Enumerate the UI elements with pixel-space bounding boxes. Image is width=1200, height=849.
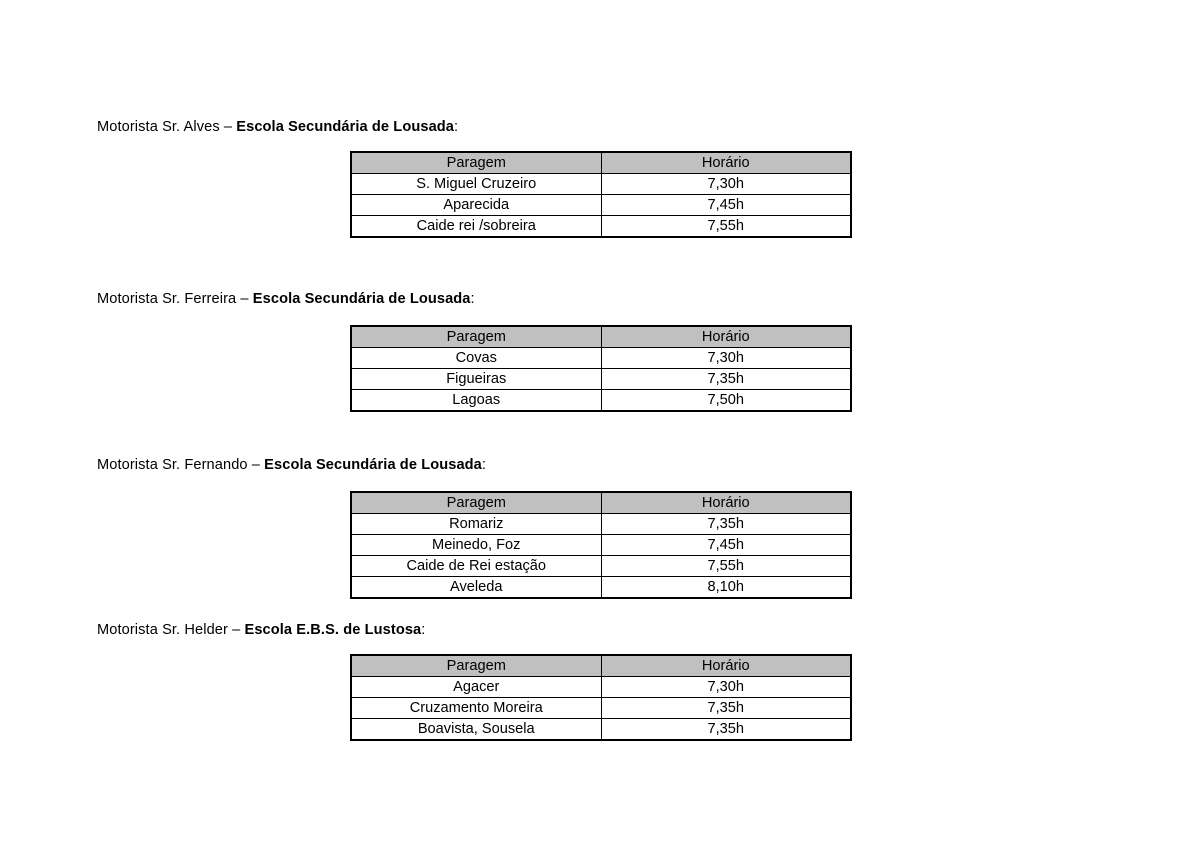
table-header-row (351, 655, 851, 677)
column-header-time: Horário (601, 326, 851, 348)
table-row (351, 535, 851, 556)
table-row (351, 369, 851, 390)
school-name: Escola E.B.S. de Lustosa (244, 622, 422, 638)
cell-time: 7,30h (601, 174, 851, 195)
table-row (351, 174, 851, 195)
table-row (351, 556, 851, 577)
schedule-table (350, 491, 852, 599)
cell-stop: Cruzamento Moreira (351, 698, 601, 719)
heading-colon: : (454, 119, 459, 135)
cell-stop: Covas (351, 348, 601, 369)
table-row (351, 390, 851, 412)
cell-time: 7,35h (601, 698, 851, 719)
table-row (351, 216, 851, 238)
table-row (351, 577, 851, 599)
cell-time: 7,35h (601, 719, 851, 741)
cell-stop: Agacer (351, 677, 601, 698)
section-heading (97, 621, 1200, 640)
schedule-table (350, 151, 852, 238)
cell-time: 7,45h (601, 195, 851, 216)
cell-time: 7,45h (601, 535, 851, 556)
column-header-time: Horário (601, 492, 851, 514)
driver-section (0, 118, 1200, 238)
cell-time: 7,35h (601, 514, 851, 535)
cell-stop: Meinedo, Foz (351, 535, 601, 556)
driver-label: Motorista Sr. Ferreira (97, 291, 237, 307)
cell-time: 7,35h (601, 369, 851, 390)
table-header-row (351, 326, 851, 348)
column-header-stop: Paragem (351, 152, 601, 174)
table-row (351, 698, 851, 719)
cell-stop: S. Miguel Cruzeiro (351, 174, 601, 195)
cell-stop: Aveleda (351, 577, 601, 599)
column-header-stop: Paragem (351, 326, 601, 348)
driver-label: Motorista Sr. Helder (97, 622, 228, 638)
school-name: Escola Secundária de Lousada (264, 457, 482, 473)
cell-stop: Figueiras (351, 369, 601, 390)
column-header-stop: Paragem (351, 492, 601, 514)
table-row (351, 719, 851, 741)
schedule-table-wrapper (350, 325, 850, 412)
school-name: Escola Secundária de Lousada (252, 291, 471, 307)
driver-label: Motorista Sr. Fernando (97, 457, 248, 473)
schedule-table-wrapper (350, 151, 850, 238)
school-name: Escola Secundária de Lousada (236, 119, 455, 135)
cell-stop: Lagoas (351, 390, 601, 412)
heading-dash: – (251, 457, 261, 473)
schedule-table (350, 325, 852, 412)
heading-dash: – (223, 119, 233, 135)
cell-stop: Caide rei /sobreira (351, 216, 601, 238)
cell-time: 7,55h (601, 216, 851, 238)
heading-colon: : (470, 291, 475, 307)
table-header-row (351, 152, 851, 174)
heading-dash: – (232, 622, 241, 638)
column-header-stop: Paragem (351, 655, 601, 677)
section-heading (97, 290, 1200, 309)
cell-time: 7,30h (601, 348, 851, 369)
schedule-table-wrapper (350, 491, 850, 599)
column-header-time: Horário (601, 655, 851, 677)
table-row (351, 514, 851, 535)
driver-section (0, 290, 1200, 412)
table-row (351, 348, 851, 369)
cell-stop: Caide de Rei estação (351, 556, 601, 577)
schedule-table-wrapper (350, 654, 850, 741)
heading-dash: – (240, 291, 249, 307)
heading-colon: : (481, 457, 487, 473)
cell-stop: Boavista, Sousela (351, 719, 601, 741)
column-header-time: Horário (601, 152, 851, 174)
cell-stop: Aparecida (351, 195, 601, 216)
schedule-table (350, 654, 852, 741)
cell-time: 7,50h (601, 390, 851, 412)
section-heading (97, 118, 1200, 137)
cell-time: 7,55h (601, 556, 851, 577)
driver-label: Motorista Sr. Alves (97, 119, 220, 135)
driver-section (0, 456, 1200, 599)
heading-colon: : (421, 622, 426, 638)
table-row (351, 677, 851, 698)
cell-stop: Romariz (351, 514, 601, 535)
driver-section (0, 621, 1200, 741)
table-row (351, 195, 851, 216)
cell-time: 7,30h (601, 677, 851, 698)
cell-time: 8,10h (601, 577, 851, 599)
section-heading (97, 456, 1200, 475)
table-header-row (351, 492, 851, 514)
